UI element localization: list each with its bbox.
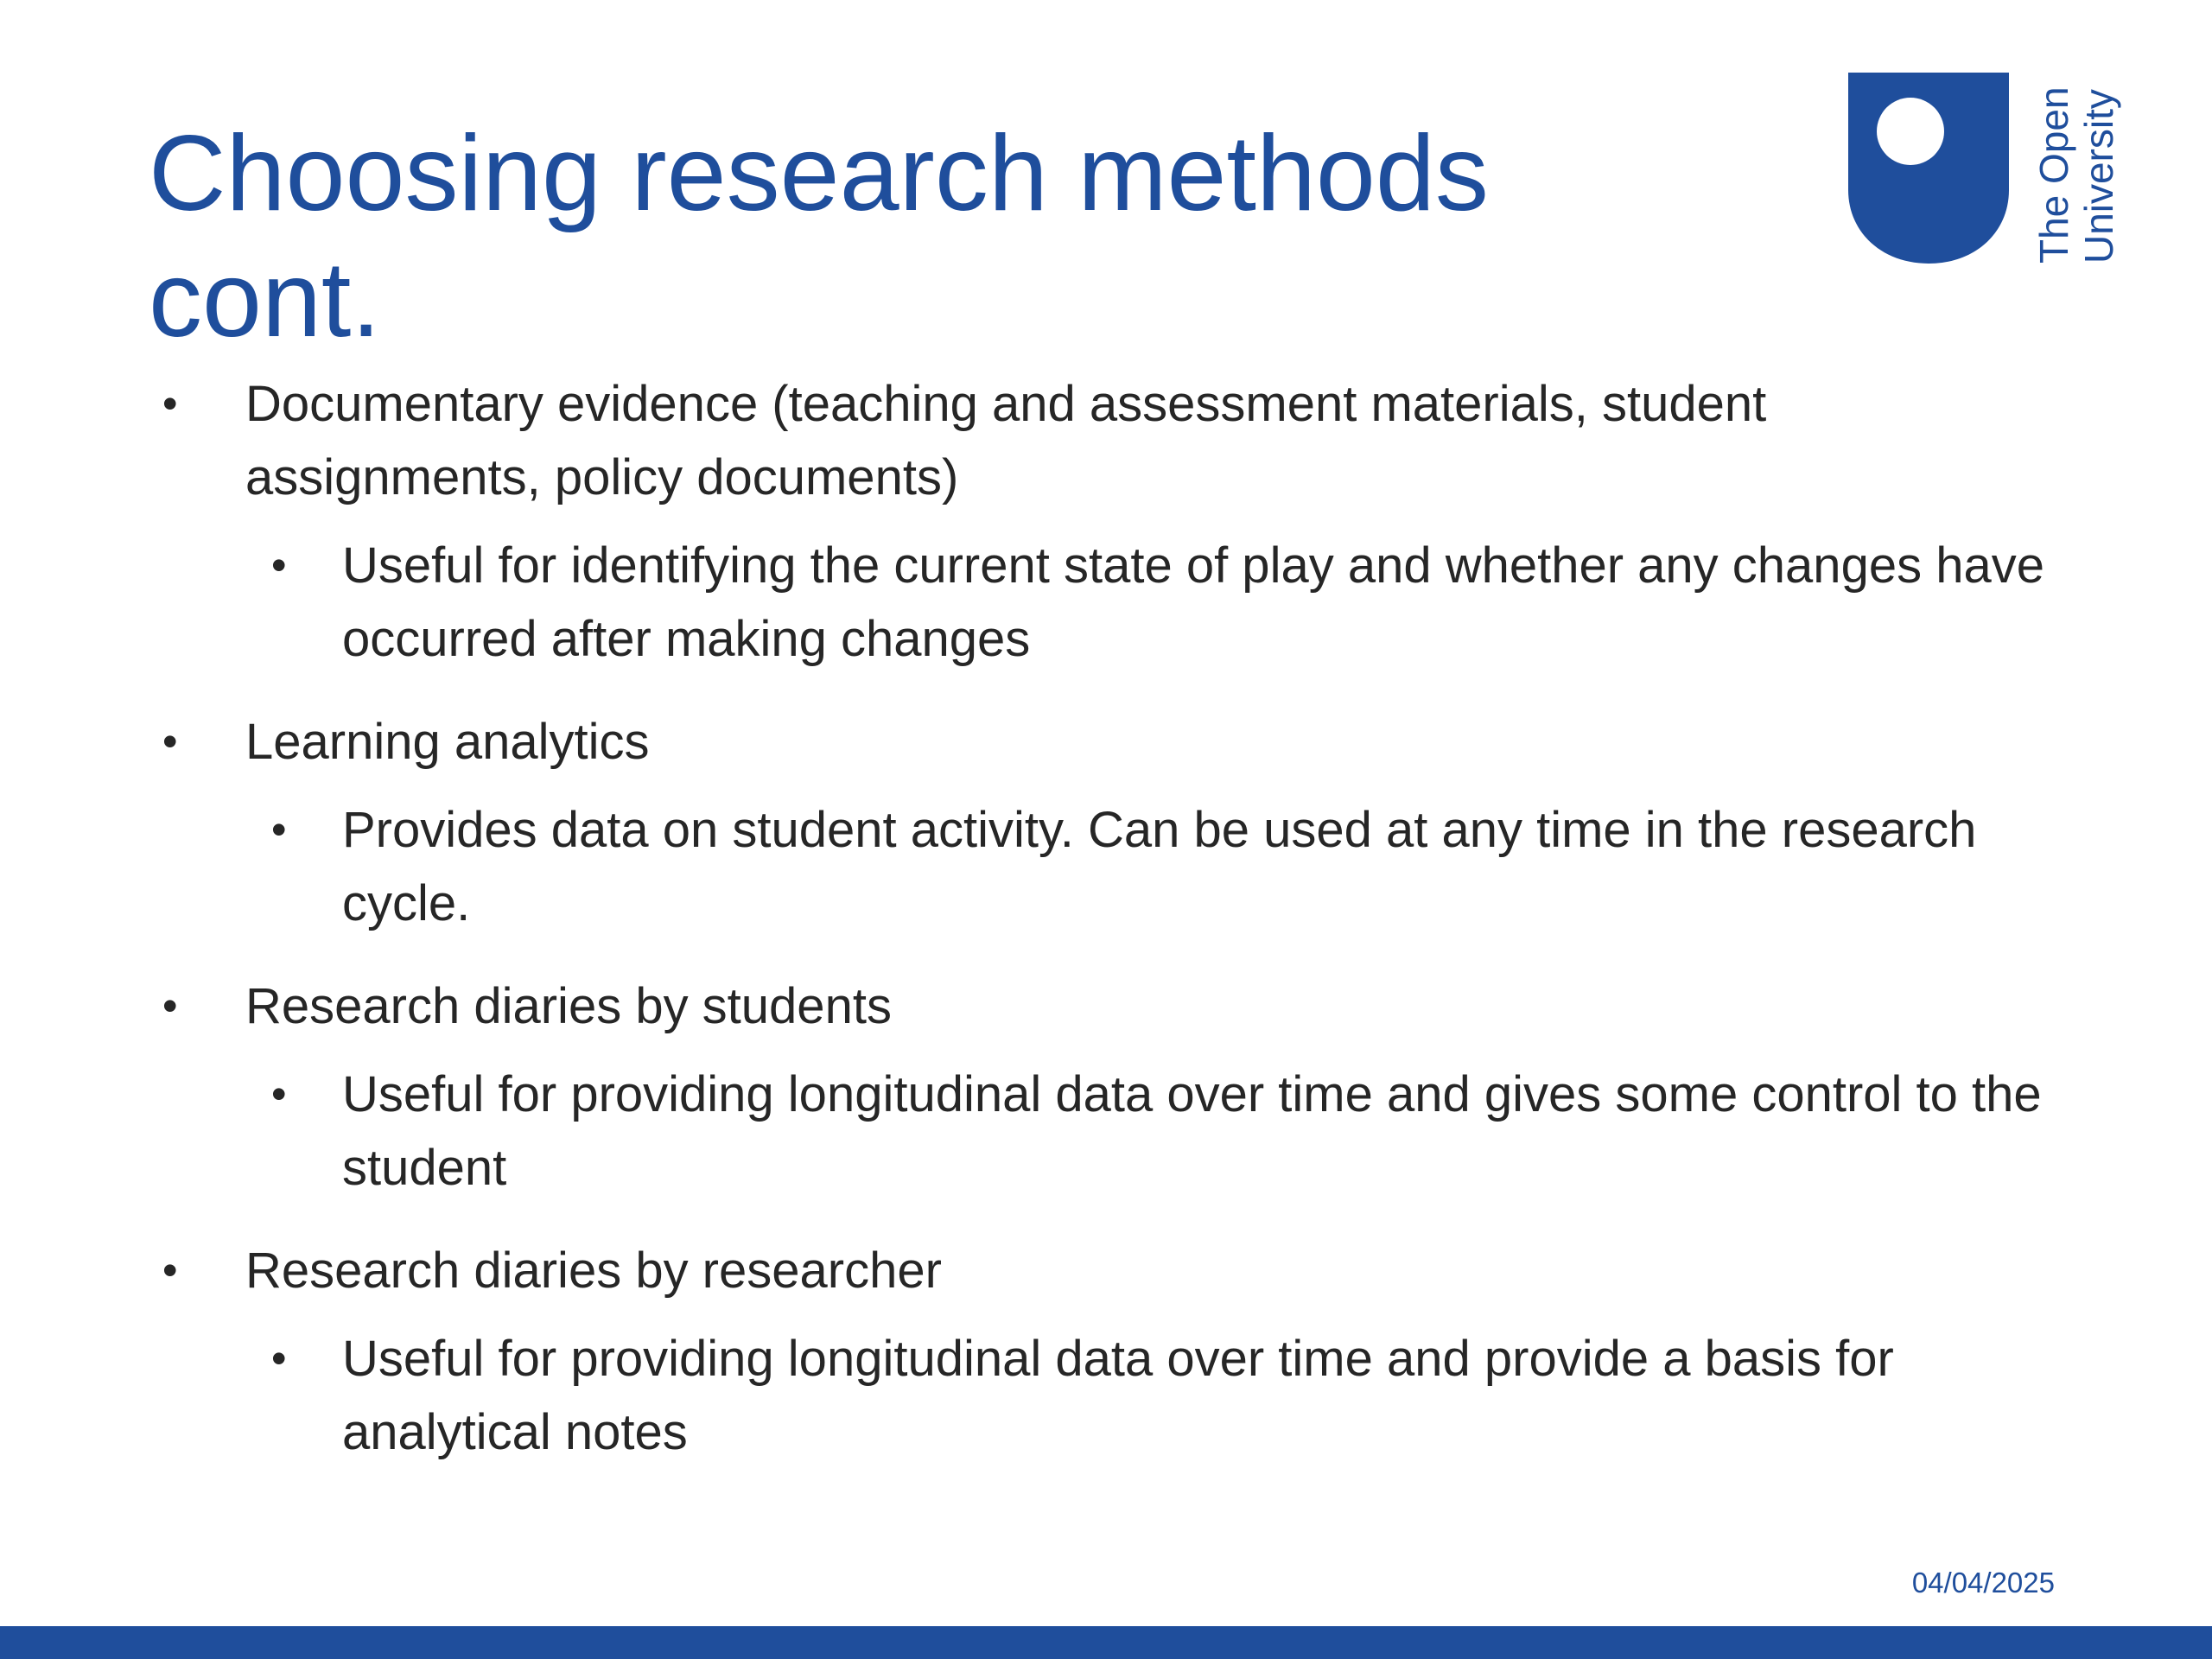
sub-list-item: [147, 1322, 2048, 1469]
bullet-list: [147, 367, 2048, 1469]
sub-bullet-text: Useful for providing longitudinal data over time and provide a basis for analytical notes: [342, 1331, 1894, 1460]
shield-icon: [1848, 73, 2009, 264]
logo-text-line-2: University: [2076, 89, 2121, 264]
bullet-icon: •: [162, 982, 178, 1030]
footer-bar: [0, 1626, 2212, 1659]
sub-bullet-text: Provides data on student activity. Can be used at any time in the research cycle.: [342, 802, 1977, 931]
sub-bullet-text: Useful for identifying the current state of play and whether any changes have occurred after making changes: [342, 537, 2044, 667]
bullet-text: Research diaries by researcher: [245, 1243, 942, 1299]
list-item: [147, 705, 2048, 940]
sub-list-item: [147, 1058, 2048, 1205]
bullet-icon: •: [162, 379, 178, 428]
bullet-text: Documentary evidence (teaching and assessment materials, student assignments, policy documents): [245, 376, 1767, 505]
shield-circle-icon: [1877, 98, 1944, 165]
open-university-logo: [1845, 69, 2139, 272]
bullet-text: Learning analytics: [245, 714, 650, 770]
slide-title-line-2: cont.: [149, 240, 381, 359]
logo-text-line-1: The Open: [2031, 86, 2076, 264]
list-item: [147, 367, 2048, 676]
slide-date: 04/04/2025: [1911, 1567, 2055, 1599]
list-item: [147, 969, 2048, 1205]
slide-title-line-1: Choosing research methods: [149, 114, 1489, 233]
bullet-icon: •: [162, 1246, 178, 1294]
bullet-icon: •: [271, 1334, 287, 1382]
bullet-icon: •: [271, 805, 287, 854]
sub-list-item: [147, 529, 2048, 676]
bullet-icon: •: [162, 717, 178, 766]
slide-title: [149, 111, 1661, 363]
bullet-text: Research diaries by students: [245, 978, 892, 1034]
sub-list-item: [147, 793, 2048, 940]
bullet-icon: •: [271, 1070, 287, 1118]
bullet-icon: •: [271, 541, 287, 589]
list-item: [147, 1234, 2048, 1469]
sub-bullet-text: Useful for providing longitudinal data over time and gives some control to the student: [342, 1066, 2042, 1196]
